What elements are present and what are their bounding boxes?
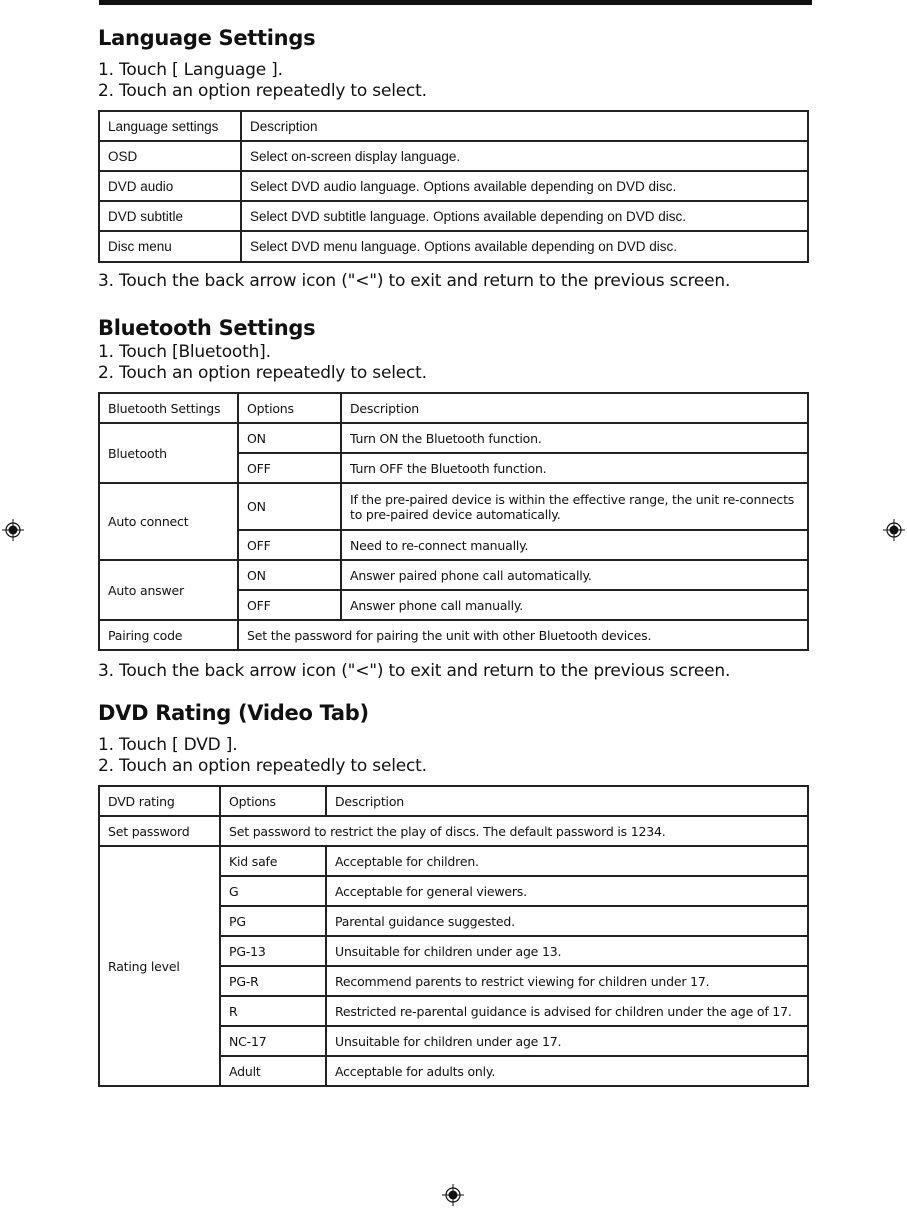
option-cell: NC-17: [220, 1026, 326, 1056]
setting-cell: Bluetooth: [99, 423, 238, 483]
bluetooth-settings-title: Bluetooth Settings: [98, 316, 316, 340]
description-cell: Answer phone call manually.: [341, 590, 808, 620]
option-cell: ON: [238, 560, 341, 590]
setting-cell: Set password: [99, 816, 220, 846]
setting-cell: Rating level: [99, 846, 220, 1086]
option-cell: OFF: [238, 453, 341, 483]
description-cell: Select DVD subtitle language. Options available depending on DVD disc.: [241, 201, 808, 231]
table-header-row: [99, 393, 808, 423]
language-step-2: 2. Touch an option repeatedly to select.: [98, 81, 427, 101]
language-settings-section: [98, 26, 810, 292]
table-row: [99, 816, 808, 846]
registration-mark-icon: [442, 1184, 464, 1206]
table-row: [99, 171, 808, 201]
table-row: [99, 201, 808, 231]
description-cell: Answer paired phone call automatically.: [341, 560, 808, 590]
setting-cell: Auto connect: [99, 483, 238, 560]
table-header-row: [99, 111, 808, 141]
registration-mark-icon: [883, 519, 905, 541]
language-settings-table: [98, 110, 809, 263]
language-step-3: 3. Touch the back arrow icon ("<") to exit and return to the previous screen.: [98, 271, 731, 291]
header-cell: Options: [220, 786, 326, 816]
option-cell: ON: [238, 483, 341, 530]
description-cell: If the pre-paired device is within the effective range, the unit re-connects to pre-paired device automatically.: [341, 483, 808, 530]
table-row: [99, 846, 808, 876]
registration-mark-icon: [2, 519, 24, 541]
table-row: [99, 141, 808, 171]
option-cell: Adult: [220, 1056, 326, 1086]
description-cell: Acceptable for children.: [326, 846, 808, 876]
description-cell: Select DVD menu language. Options available depending on DVD disc.: [241, 231, 808, 262]
description-cell: Set password to restrict the play of discs. The default password is 1234.: [220, 816, 808, 846]
description-cell: Acceptable for general viewers.: [326, 876, 808, 906]
dvd-rating-title: DVD Rating (Video Tab): [98, 701, 369, 725]
dvd-step-2: 2. Touch an option repeatedly to select.: [98, 756, 427, 776]
language-settings-title: Language Settings: [98, 26, 316, 50]
description-cell: Acceptable for adults only.: [326, 1056, 808, 1086]
setting-cell: Pairing code: [99, 620, 238, 650]
dvd-step-1: 1. Touch [ DVD ].: [98, 735, 238, 755]
language-step-1: 1. Touch [ Language ].: [98, 60, 283, 80]
description-cell: Unsuitable for children under age 13.: [326, 936, 808, 966]
option-cell: Kid safe: [220, 846, 326, 876]
table-header-row: [99, 786, 808, 816]
header-cell: Description: [241, 111, 808, 141]
description-cell: Restricted re-parental guidance is advised for children under the age of 17.: [326, 996, 808, 1026]
setting-cell: DVD audio: [99, 171, 241, 201]
header-cell: DVD rating: [99, 786, 220, 816]
bluetooth-step-1: 1. Touch [Bluetooth].: [98, 342, 271, 362]
option-cell: PG: [220, 906, 326, 936]
setting-cell: DVD subtitle: [99, 201, 241, 231]
option-cell: OFF: [238, 590, 341, 620]
bluetooth-settings-table: [98, 392, 809, 651]
table-row: [99, 231, 808, 262]
option-cell: OFF: [238, 530, 341, 560]
description-cell: Parental guidance suggested.: [326, 906, 808, 936]
option-cell: R: [220, 996, 326, 1026]
option-cell: PG-R: [220, 966, 326, 996]
setting-cell: Disc menu: [99, 231, 241, 262]
top-rule: [99, 0, 812, 5]
description-cell: Select on-screen display language.: [241, 141, 808, 171]
setting-cell: Auto answer: [99, 560, 238, 620]
description-cell: Unsuitable for children under age 17.: [326, 1026, 808, 1056]
header-cell: Bluetooth Settings: [99, 393, 238, 423]
description-cell: Set the password for pairing the unit with other Bluetooth devices.: [238, 620, 808, 650]
option-cell: ON: [238, 423, 341, 453]
table-row: [99, 560, 808, 590]
dvd-rating-table: [98, 785, 809, 1087]
bluetooth-step-2: 2. Touch an option repeatedly to select.: [98, 363, 427, 383]
table-row: [99, 620, 808, 650]
table-row: [99, 423, 808, 453]
description-cell: Turn OFF the Bluetooth function.: [341, 453, 808, 483]
header-cell: Options: [238, 393, 341, 423]
description-cell: Recommend parents to restrict viewing for children under 17.: [326, 966, 808, 996]
header-cell: Language settings: [99, 111, 241, 141]
option-cell: G: [220, 876, 326, 906]
description-cell: Need to re-connect manually.: [341, 530, 808, 560]
dvd-rating-section: [98, 701, 810, 1087]
table-row: [99, 483, 808, 530]
header-cell: Description: [341, 393, 808, 423]
bluetooth-settings-section: [98, 316, 810, 682]
setting-cell: OSD: [99, 141, 241, 171]
header-cell: Description: [326, 786, 808, 816]
bluetooth-step-3: 3. Touch the back arrow icon ("<") to exit and return to the previous screen.: [98, 661, 731, 681]
description-cell: Turn ON the Bluetooth function.: [341, 423, 808, 453]
option-cell: PG-13: [220, 936, 326, 966]
description-cell: Select DVD audio language. Options available depending on DVD disc.: [241, 171, 808, 201]
